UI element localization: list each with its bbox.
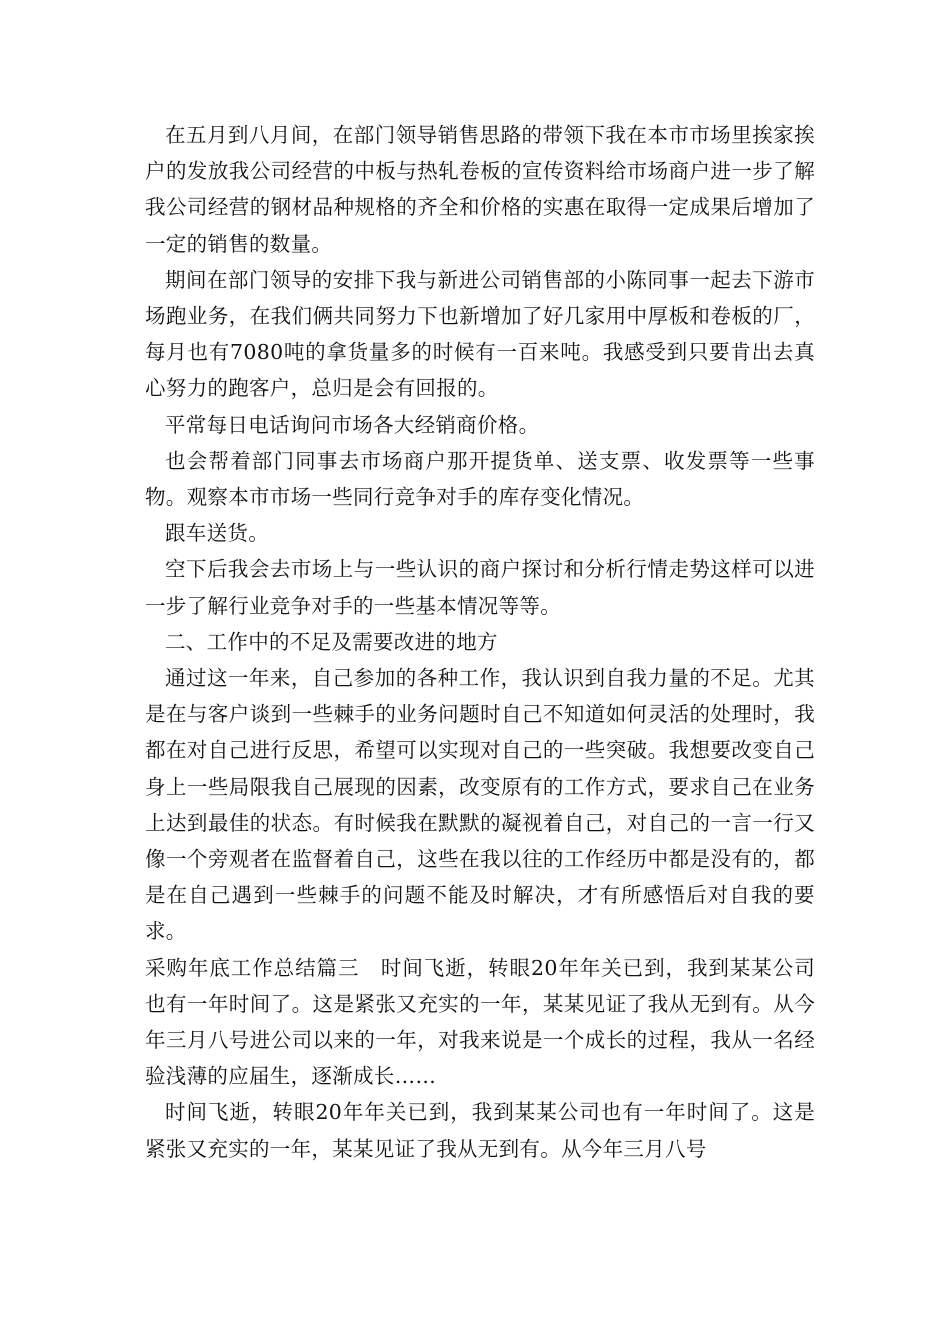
paragraph-time-flies: 时间飞逝，转眼20年年关已到，我到某某公司也有一年时间了。这是紧张又充实的一年，某某见证了我从无到有。从今年三月八号	[145, 1100, 815, 1161]
paragraph-market-analysis: 空下后我会去市场上与一些认识的商户探讨和分析行情走势这样可以进一步了解行业竞争对手的一些基本情况等等。	[145, 557, 815, 618]
paragraph-downstream-market: 期间在部门领导的安排下我与新进公司销售部的小陈同事一起去下游市场跑业务，在我们俩共同努力下也新增加了好几家用中厚板和卷板的厂，每月也有7080吨的拿货量多的时候有一百来吨。我感受到只要肯出去真心努力的跑客户，总归是会有回报的。	[145, 267, 815, 401]
paragraph-self-reflection: 通过这一年来，自己参加的各种工作，我认识到自我力量的不足。尤其是在与客户谈到一些棘手的业务问题时自己不知道如何灵活的处理时，我都在对自己进行反思，希望可以实现对自己的一些突破。我想要改变自己身上一些局限我自己展现的因素，改变原有的工作方式，要求自己在业务上达到最佳的状态。有时候我在默默的凝视着自己，对自己的一言一行又像一个旁观者在监督着自己，这些在我以往的工作经历中都是没有的，都是在自己遇到一些棘手的问题不能及时解决，才有所感悟后对自我的要求。	[145, 666, 815, 944]
document-body	[145, 117, 815, 1167]
paragraph-summary-part-three: 采购年底工作总结篇三 时间飞逝，转眼20年年关已到，我到某某公司也有一年时间了。这是紧张又充实的一年，某某见证了我从无到有。从今年三月八号进公司以来的一年，对我来说是一个成长的过程，我从一名经验浅薄的应届生，逐渐成长……	[145, 955, 815, 1089]
paragraph-delivery: 跟车送货。	[165, 521, 269, 546]
section-heading-shortcomings: 二、工作中的不足及需要改进的地方	[165, 629, 498, 654]
paragraph-daily-price-calls: 平常每日电话询问市场各大经销商价格。	[165, 412, 540, 437]
paragraph-helping-colleagues: 也会帮着部门同事去市场商户那开提货单、送支票、收发票等一些事物。观察本市市场一些同行竞争对手的库存变化情况。	[145, 448, 815, 510]
paragraph-sales-may-august: 在五月到八月间，在部门领导销售思路的带领下我在本市市场里挨家挨户的发放我公司经营的中板与热轧卷板的宣传资料给市场商户进一步了解我公司经营的钢材品种规格的齐全和价格的实惠在取得一定成果后增加了一定的销售的数量。	[145, 123, 815, 256]
